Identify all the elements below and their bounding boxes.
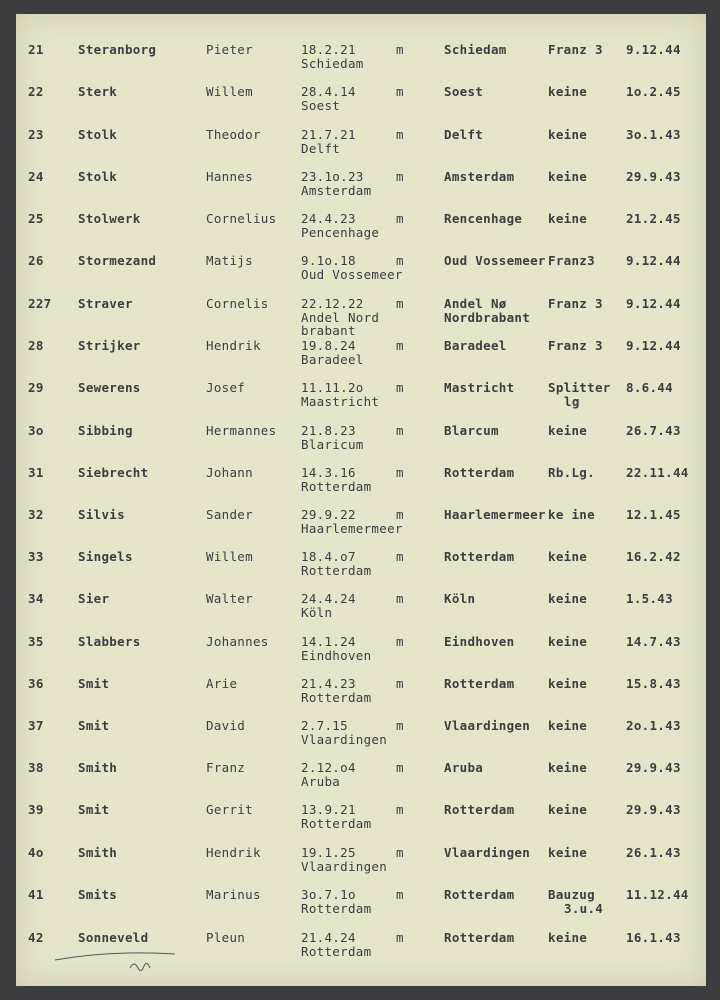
- remark: keine: [548, 634, 588, 649]
- birth-place: Rotterdam: [301, 816, 372, 831]
- residence: Vlaardingen: [444, 718, 531, 733]
- entry-date: 21.2.45: [626, 211, 681, 226]
- residence: Delft: [444, 127, 484, 142]
- sex: m: [396, 253, 404, 268]
- row-number: 39: [28, 802, 44, 817]
- birth-place: Amsterdam: [301, 183, 372, 198]
- surname: Sibbing: [78, 423, 133, 438]
- table-row: [16, 591, 706, 633]
- birth-date: 21.7.21: [301, 127, 356, 142]
- table-row: [16, 84, 706, 126]
- birth-place: Rotterdam: [301, 479, 372, 494]
- birth-date: 19.1.25: [301, 845, 356, 860]
- table-row: [16, 380, 706, 422]
- residence: Blarcum: [444, 423, 499, 438]
- row-number: 29: [28, 380, 44, 395]
- surname: Steranborg: [78, 42, 157, 57]
- birth-place: Vlaardingen: [301, 732, 388, 747]
- sex: m: [396, 676, 404, 691]
- birth-date: 23.1o.23: [301, 169, 364, 184]
- table-row: [16, 802, 706, 844]
- residence: Andel Nø: [444, 296, 507, 311]
- residence: Haarlemermeer: [444, 507, 546, 522]
- sex: m: [396, 845, 404, 860]
- remark: Rb.Lg.: [548, 465, 595, 480]
- sex: m: [396, 127, 404, 142]
- row-number: 23: [28, 127, 44, 142]
- first-name: Franz: [206, 760, 246, 775]
- surname: Straver: [78, 296, 133, 311]
- row-number: 25: [28, 211, 44, 226]
- surname: Stolwerk: [78, 211, 141, 226]
- remark: Franz 3: [548, 296, 603, 311]
- remark-line2: 3.u.4: [564, 901, 604, 916]
- first-name: Matijs: [206, 253, 253, 268]
- row-number: 26: [28, 253, 44, 268]
- remark: Franz 3: [548, 338, 603, 353]
- entry-date: 9.12.44: [626, 338, 681, 353]
- first-name: Hendrik: [206, 338, 261, 353]
- remark: keine: [548, 802, 588, 817]
- remark: keine: [548, 211, 588, 226]
- sex: m: [396, 465, 404, 480]
- document-page: [16, 14, 706, 986]
- surname: Stolk: [78, 127, 118, 142]
- residence: Rotterdam: [444, 465, 515, 480]
- first-name: Hermannes: [206, 423, 277, 438]
- entry-date: 15.8.43: [626, 676, 681, 691]
- residence: Köln: [444, 591, 476, 606]
- entry-date: 11.12.44: [626, 887, 689, 902]
- birth-date: 21.4.24: [301, 930, 356, 945]
- entry-date: 14.7.43: [626, 634, 681, 649]
- table-row: [16, 42, 706, 84]
- surname: Sterk: [78, 84, 118, 99]
- remark: keine: [548, 676, 588, 691]
- surname: Sier: [78, 591, 110, 606]
- birth-date: 14.3.16: [301, 465, 356, 480]
- birth-date: 24.4.24: [301, 591, 356, 606]
- birth-date: 22.12.22: [301, 296, 364, 311]
- birth-place: Haarlemermeer: [301, 521, 403, 536]
- first-name: Walter: [206, 591, 253, 606]
- table-row: [16, 507, 706, 549]
- remark: keine: [548, 718, 588, 733]
- table-row: [16, 127, 706, 169]
- remark: keine: [548, 760, 588, 775]
- row-number: 38: [28, 760, 44, 775]
- surname: Sonneveld: [78, 930, 149, 945]
- birth-place: Delft: [301, 141, 341, 156]
- birth-place: Soest: [301, 98, 341, 113]
- entry-date: 22.11.44: [626, 465, 689, 480]
- row-number: 31: [28, 465, 44, 480]
- remark-line2: lg: [564, 394, 580, 409]
- remark: keine: [548, 549, 588, 564]
- birth-date: 11.11.2o: [301, 380, 364, 395]
- residence: Rencenhage: [444, 211, 523, 226]
- sex: m: [396, 930, 404, 945]
- birth-date: 13.9.21: [301, 802, 356, 817]
- entry-date: 16.2.42: [626, 549, 681, 564]
- table-row: [16, 253, 706, 295]
- sex: m: [396, 507, 404, 522]
- row-number: 22: [28, 84, 44, 99]
- surname: Sewerens: [78, 380, 141, 395]
- table-row: [16, 634, 706, 676]
- remark: keine: [548, 930, 588, 945]
- birth-place: Baradeel: [301, 352, 364, 367]
- sex: m: [396, 42, 404, 57]
- first-name: Hannes: [206, 169, 253, 184]
- surname: Smit: [78, 802, 110, 817]
- remark: keine: [548, 591, 588, 606]
- row-number: 21: [28, 42, 44, 57]
- remark: keine: [548, 84, 588, 99]
- surname: Singels: [78, 549, 133, 564]
- birth-place-line2: brabant: [301, 323, 356, 338]
- birth-place: Pencenhage: [301, 225, 380, 240]
- row-number: 36: [28, 676, 44, 691]
- entry-date: 9.12.44: [626, 42, 681, 57]
- residence: Rotterdam: [444, 887, 515, 902]
- birth-date: 21.8.23: [301, 423, 356, 438]
- row-number: 37: [28, 718, 44, 733]
- sex: m: [396, 549, 404, 564]
- sex: m: [396, 169, 404, 184]
- first-name: Gerrit: [206, 802, 253, 817]
- residence: Schiedam: [444, 42, 507, 57]
- birth-place: Rotterdam: [301, 690, 372, 705]
- first-name: Johannes: [206, 634, 269, 649]
- sex: m: [396, 380, 404, 395]
- first-name: Sander: [206, 507, 253, 522]
- birth-place: Vlaardingen: [301, 859, 388, 874]
- residence: Mastricht: [444, 380, 515, 395]
- surname: Smit: [78, 676, 110, 691]
- birth-place: Rotterdam: [301, 944, 372, 959]
- entry-date: 26.7.43: [626, 423, 681, 438]
- remark: keine: [548, 845, 588, 860]
- residence: Eindhoven: [444, 634, 515, 649]
- residence: Baradeel: [444, 338, 507, 353]
- birth-date: 28.4.14: [301, 84, 356, 99]
- sex: m: [396, 84, 404, 99]
- surname: Slabbers: [78, 634, 141, 649]
- birth-date: 9.1o.18: [301, 253, 356, 268]
- remark: Franz3: [548, 253, 595, 268]
- residence: Soest: [444, 84, 484, 99]
- first-name: Pieter: [206, 42, 253, 57]
- first-name: Pleun: [206, 930, 246, 945]
- table-row: [16, 296, 706, 338]
- remark: Bauzug: [548, 887, 595, 902]
- row-number: 24: [28, 169, 44, 184]
- first-name: Arie: [206, 676, 238, 691]
- residence: Rotterdam: [444, 802, 515, 817]
- table-row: [16, 845, 706, 887]
- entry-date: 1.5.43: [626, 591, 673, 606]
- table-row: [16, 760, 706, 802]
- sex: m: [396, 718, 404, 733]
- entry-date: 29.9.43: [626, 802, 681, 817]
- sex: m: [396, 423, 404, 438]
- birth-place: Oud Vossemeer: [301, 267, 403, 282]
- first-name: Cornelius: [206, 211, 277, 226]
- row-number: 41: [28, 887, 44, 902]
- sex: m: [396, 296, 404, 311]
- sex: m: [396, 802, 404, 817]
- surname: Silvis: [78, 507, 125, 522]
- entry-date: 12.1.45: [626, 507, 681, 522]
- first-name: Johann: [206, 465, 253, 480]
- birth-date: 18.4.o7: [301, 549, 356, 564]
- residence: Rotterdam: [444, 549, 515, 564]
- table-row: [16, 169, 706, 211]
- birth-date: 18.2.21: [301, 42, 356, 57]
- row-number: 227: [28, 296, 52, 311]
- surname: Strijker: [78, 338, 141, 353]
- row-number: 32: [28, 507, 44, 522]
- table-row: [16, 676, 706, 718]
- sex: m: [396, 211, 404, 226]
- entry-date: 8.6.44: [626, 380, 673, 395]
- birth-place: Rotterdam: [301, 901, 372, 916]
- birth-place: Schiedam: [301, 56, 364, 71]
- residence: Oud Vossemeer: [444, 253, 546, 268]
- sex: m: [396, 634, 404, 649]
- surname: Stolk: [78, 169, 118, 184]
- remark: Splitter: [548, 380, 611, 395]
- row-number: 28: [28, 338, 44, 353]
- first-name: Josef: [206, 380, 246, 395]
- birth-place: Köln: [301, 605, 333, 620]
- birth-place: Rotterdam: [301, 563, 372, 578]
- residence: Rotterdam: [444, 930, 515, 945]
- residence-line2: Nordbrabant: [444, 310, 531, 325]
- handwritten-scribble: [50, 946, 180, 976]
- birth-date: 19.8.24: [301, 338, 356, 353]
- row-number: 34: [28, 591, 44, 606]
- sex: m: [396, 591, 404, 606]
- entry-date: 1o.2.45: [626, 84, 681, 99]
- birth-date: 3o.7.1o: [301, 887, 356, 902]
- row-number: 3o: [28, 423, 44, 438]
- first-name: David: [206, 718, 246, 733]
- entry-date: 9.12.44: [626, 296, 681, 311]
- remark: keine: [548, 169, 588, 184]
- remark: keine: [548, 423, 588, 438]
- sex: m: [396, 887, 404, 902]
- entry-date: 29.9.43: [626, 169, 681, 184]
- surname: Smith: [78, 760, 118, 775]
- first-name: Willem: [206, 84, 253, 99]
- table-row: [16, 718, 706, 760]
- surname: Smit: [78, 718, 110, 733]
- entry-date: 16.1.43: [626, 930, 681, 945]
- first-name: Hendrik: [206, 845, 261, 860]
- birth-date: 24.4.23: [301, 211, 356, 226]
- row-number: 42: [28, 930, 44, 945]
- sex: m: [396, 760, 404, 775]
- birth-date: 29.9.22: [301, 507, 356, 522]
- surname: Siebrecht: [78, 465, 149, 480]
- first-name: Theodor: [206, 127, 261, 142]
- entry-date: 9.12.44: [626, 253, 681, 268]
- birth-place: Eindhoven: [301, 648, 372, 663]
- remark: keine: [548, 127, 588, 142]
- birth-date: 14.1.24: [301, 634, 356, 649]
- birth-place: Maastricht: [301, 394, 380, 409]
- surname: Smits: [78, 887, 118, 902]
- birth-place: Aruba: [301, 774, 341, 789]
- residence: Rotterdam: [444, 676, 515, 691]
- birth-date: 2.7.15: [301, 718, 348, 733]
- birth-date: 2.12.o4: [301, 760, 356, 775]
- table-row: [16, 887, 706, 929]
- entry-date: 29.9.43: [626, 760, 681, 775]
- first-name: Marinus: [206, 887, 261, 902]
- birth-place: Andel Nord: [301, 310, 380, 325]
- residence: Amsterdam: [444, 169, 515, 184]
- first-name: Willem: [206, 549, 253, 564]
- table-row: [16, 338, 706, 380]
- entry-date: 2o.1.43: [626, 718, 681, 733]
- row-number: 33: [28, 549, 44, 564]
- surname: Smith: [78, 845, 118, 860]
- first-name: Cornelis: [206, 296, 269, 311]
- remark: Franz 3: [548, 42, 603, 57]
- surname: Stormezand: [78, 253, 157, 268]
- row-number: 4o: [28, 845, 44, 860]
- row-number: 35: [28, 634, 44, 649]
- table-row: [16, 465, 706, 507]
- sex: m: [396, 338, 404, 353]
- residence: Aruba: [444, 760, 484, 775]
- table-row: [16, 549, 706, 591]
- table-row: [16, 423, 706, 465]
- birth-date: 21.4.23: [301, 676, 356, 691]
- remark: ke ine: [548, 507, 595, 522]
- entry-date: 3o.1.43: [626, 127, 681, 142]
- residence: Vlaardingen: [444, 845, 531, 860]
- birth-place: Blaricum: [301, 437, 364, 452]
- entry-date: 26.1.43: [626, 845, 681, 860]
- table-row: [16, 211, 706, 253]
